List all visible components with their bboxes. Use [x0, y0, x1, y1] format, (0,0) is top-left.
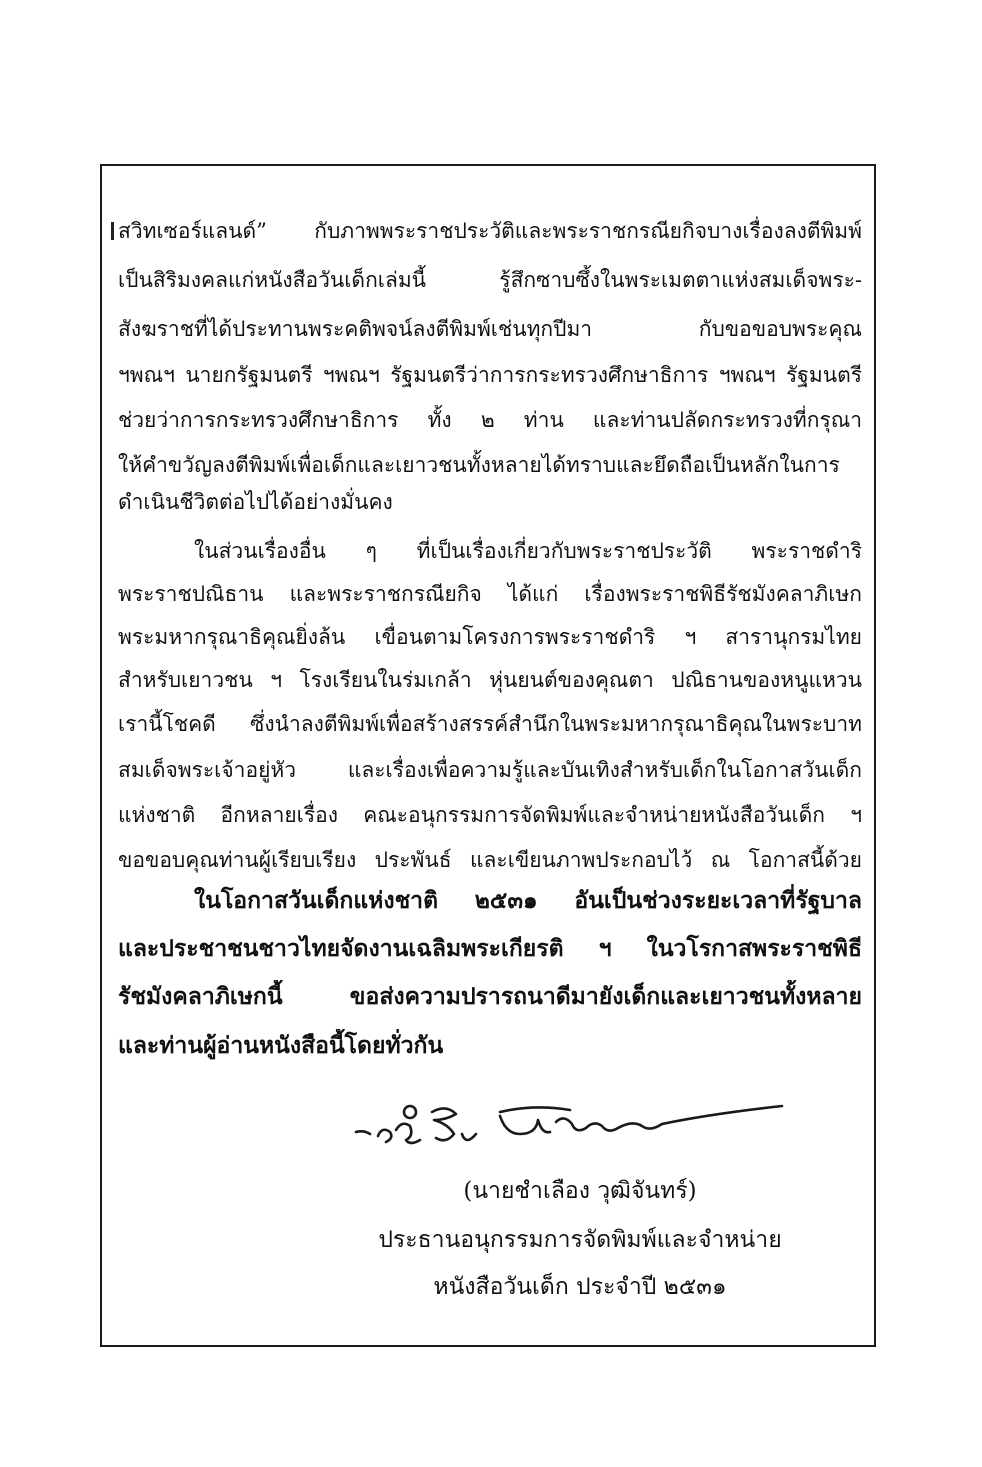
body-line: พระมหากรุณาธิคุณยิ่งล้น เขื่อนตามโครงการพระราชดำริ ฯ สารานุกรมไทย: [118, 625, 862, 649]
body-line: แห่งชาติ อีกหลายเรื่อง คณะอนุกรรมการจัดพิมพ์และจำหน่ายหนังสือวันเด็ก ฯ: [118, 803, 862, 827]
body-line: ฯพณฯ นายกรัฐมนตรี ฯพณฯ รัฐมนตรีว่าการกระทรวงศึกษาธิการ ฯพณฯ รัฐมนตรี: [118, 363, 862, 387]
signatory-title: ประธานอนุกรรมการจัดพิมพ์และจำหน่าย: [378, 1227, 782, 1253]
body-line: เป็นสิริมงคลแก่หนังสือวันเด็กเล่มนี้ รู้สึกซาบซึ้งในพระเมตตาแห่งสมเด็จพระ-: [118, 268, 862, 292]
closing-line: รัชมังคลาภิเษกนี้ ขอส่งความปรารถนาดีมายังเด็กและเยาวชนทั้งหลาย: [118, 983, 862, 1010]
body-line: สังฆราชที่ได้ประทานพระคติพจน์ลงตีพิมพ์เช่นทุกปีมา กับขอขอบพระคุณ: [118, 317, 862, 341]
closing-line: และท่านผู้อ่านหนังสือนี้โดยทั่วกัน: [118, 1032, 444, 1059]
body-line: ช่วยว่าการกระทรวงศึกษาธิการ ทั้ง ๒ ท่าน และท่านปลัดกระทรวงที่กรุณา: [118, 408, 862, 432]
signatory-subtitle: หนังสือวันเด็ก ประจำปี ๒๕๓๑: [433, 1274, 727, 1300]
body-line: ขอขอบคุณท่านผู้เรียบเรียง ประพันธ์ และเขียนภาพประกอบไว้ ณ โอกาสนี้ด้วย: [118, 848, 862, 872]
body-line: สมเด็จพระเจ้าอยู่หัว และเรื่องเพื่อความรู้และบันเทิงสำหรับเด็กในโอกาสวันเด็ก: [118, 758, 862, 782]
handwritten-signature: [350, 1090, 790, 1160]
margin-mark: [111, 222, 114, 240]
closing-line: ในโอกาสวันเด็กแห่งชาติ ๒๕๓๑ อันเป็นช่วงระยะเวลาที่รัฐบาล: [194, 887, 862, 914]
body-line: ในส่วนเรื่องอื่น ๆ ที่เป็นเรื่องเกี่ยวกับพระราชประวัติ พระราชดำริ: [194, 539, 862, 563]
body-line: สวิทเซอร์แลนด์” กับภาพพระราชประวัติและพระราชกรณียกิจบางเรื่องลงตีพิมพ์: [118, 219, 862, 243]
closing-line: และประชาชนชาวไทยจัดงานเฉลิมพระเกียรติ ฯ ในวโรกาสพระราชพิธี: [118, 935, 862, 962]
signatory-name: (นายชำเลือง วุฒิจันทร์): [463, 1178, 697, 1204]
body-line: ดำเนินชีวิตต่อไปได้อย่างมั่นคง: [118, 490, 393, 514]
body-line: สำหรับเยาวชน ฯ โรงเรียนในร่มเกล้า หุ่นยนต์ของคุณตา ปณิธานของหนูแหวน: [118, 668, 862, 692]
body-line: ให้คำขวัญลงตีพิมพ์เพื่อเด็กและเยาวชนทั้งหลายได้ทราบและยึดถือเป็นหลักในการ: [118, 453, 840, 477]
body-line: พระราชปณิธาน และพระราชกรณียกิจ ได้แก่ เรื่องพระราชพิธีรัชมังคลาภิเษก: [118, 582, 862, 606]
body-line: เรานี้โชคดี ซึ่งนำลงตีพิมพ์เพื่อสร้างสรรค์สำนึกในพระมหากรุณาธิคุณในพระบาท: [118, 712, 862, 736]
